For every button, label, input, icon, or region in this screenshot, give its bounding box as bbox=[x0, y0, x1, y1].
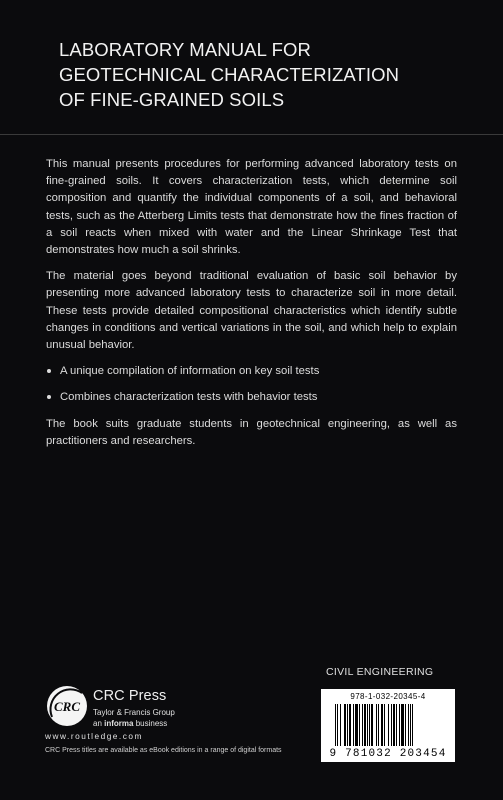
barcode-bar bbox=[408, 704, 409, 746]
barcode-bar bbox=[349, 704, 351, 746]
blurb bbox=[46, 156, 457, 459]
feature-item bbox=[46, 389, 457, 406]
barcode-bar bbox=[391, 704, 392, 746]
barcode-bar bbox=[355, 704, 358, 746]
barcode-bar bbox=[378, 704, 379, 746]
bullet-icon bbox=[47, 395, 51, 399]
barcode-bar bbox=[353, 704, 354, 746]
divider bbox=[0, 134, 503, 135]
feature-text: A unique compilation of information on key soil tests bbox=[60, 365, 320, 378]
publisher-group: Taylor & Francis Group bbox=[93, 708, 175, 717]
business-bold: informa bbox=[104, 719, 134, 728]
barcode-bar bbox=[388, 704, 389, 746]
barcode-bar bbox=[369, 704, 370, 746]
barcode-bar bbox=[381, 704, 383, 746]
feature-text: Combines characterization tests with behavior tests bbox=[60, 391, 318, 404]
barcode-bar bbox=[364, 704, 366, 746]
business-prefix: an bbox=[93, 719, 105, 728]
website-link[interactable]: www.routledge.com bbox=[45, 731, 143, 741]
bullet-icon bbox=[47, 369, 51, 373]
barcode-bar bbox=[401, 704, 404, 746]
barcode-bar bbox=[371, 704, 373, 746]
title-line: LABORATORY MANUAL FOR bbox=[59, 39, 311, 60]
subject-category: CIVIL ENGINEERING bbox=[326, 666, 434, 678]
barcode-bar bbox=[362, 704, 363, 746]
barcode-bar bbox=[412, 704, 413, 746]
feature-list bbox=[46, 363, 457, 406]
blurb-closing: The book suits graduate students in geotechnical engineering, as well as practitioners and researchers. bbox=[46, 417, 457, 447]
ebook-note: CRC Press titles are available as eBook editions in a range of digital formats bbox=[45, 747, 282, 754]
barcode-bars bbox=[335, 704, 441, 746]
blurb-paragraph: The material goes beyond traditional evaluation of basic soil behavior by presenting more advanced laboratory tests to characterize soil in more detail. These tests provide detailed compositional characteristics which identify subtle changes in conditions and vertical variations in the soil, and which help to explain unusual behavior. bbox=[46, 270, 457, 352]
barcode-bar bbox=[340, 704, 341, 746]
barcode-bar bbox=[359, 704, 360, 746]
isbn-number: 978-1-032-20345-4 bbox=[350, 692, 426, 701]
barcode-bar bbox=[396, 704, 397, 746]
barcode-bar bbox=[384, 704, 385, 746]
business-suffix: business bbox=[133, 719, 168, 728]
blurb-paragraph: This manual presents procedures for performing advanced laboratory tests on fine-grained soils. It covers characterization tests, which determine soil composition and quantify the individual components of a soil, and behavioral tests, such as the Atterberg Limits tests that demonstrate how the fines fraction of a soil reacts when mixed with water and the Linear Shrinkage Test that demonstrates how much a soil shrinks. bbox=[46, 158, 457, 257]
book-title bbox=[59, 37, 479, 112]
barcode-bar bbox=[335, 704, 336, 746]
barcode-bar bbox=[337, 704, 338, 746]
barcode-bar bbox=[410, 704, 411, 746]
publisher-business bbox=[93, 719, 167, 728]
feature-item bbox=[46, 363, 457, 380]
title-line: GEOTECHNICAL CHARACTERIZATION bbox=[59, 64, 400, 85]
barcode-bar bbox=[405, 704, 406, 746]
isbn-barcode bbox=[321, 689, 455, 762]
isbn-digits: 9 781032 203454 bbox=[329, 748, 447, 760]
barcode-bar bbox=[399, 704, 400, 746]
barcode-bar bbox=[376, 704, 377, 746]
crc-press-logo bbox=[45, 684, 89, 728]
barcode-bar bbox=[367, 704, 368, 746]
barcode-bar bbox=[347, 704, 348, 746]
publisher-name: CRC Press bbox=[93, 688, 167, 704]
barcode-bar bbox=[393, 704, 395, 746]
title-line: OF FINE-GRAINED SOILS bbox=[59, 89, 285, 110]
logo-text: CRC bbox=[53, 699, 81, 714]
barcode-bar bbox=[344, 704, 346, 746]
